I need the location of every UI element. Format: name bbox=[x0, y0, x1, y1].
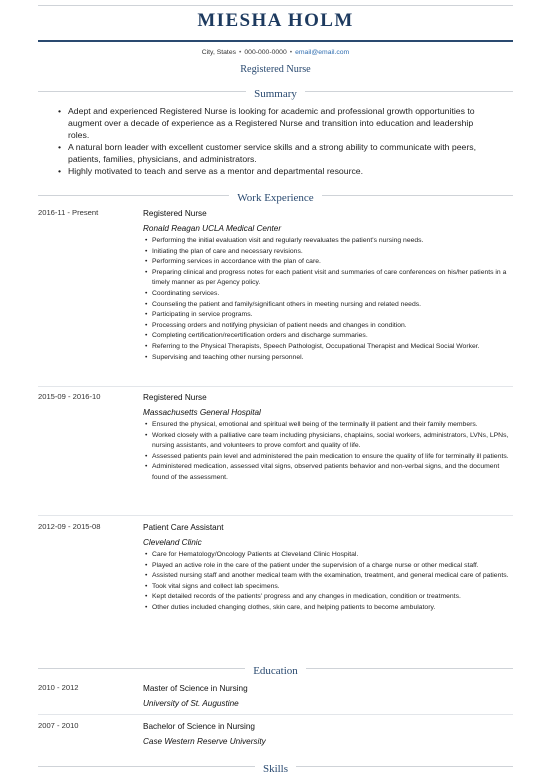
job-bullet: • Performing the initial evaluation visit and regularly reevaluates the patient's nursing needs. bbox=[143, 236, 510, 247]
job-bullet: • Kept detailed records of the patients' progress and any changes in medication, condition or treatments. bbox=[143, 592, 510, 603]
summary-list bbox=[58, 105, 488, 177]
summary-item: • Highly motivated to teach and serve as a mentor and departmental resource. bbox=[58, 165, 488, 177]
job-bullet: • Preparing clinical and progress notes for each patient visit and summaries of care conferences on his/her patients in a timely manner as per Agency policy. bbox=[143, 268, 510, 289]
job-bullet: • Administered medication, assessed vital signs, observed patients behavior and non-verbal signs, and the document found of the assessment. bbox=[143, 462, 510, 483]
job-bullet: • Care for Hematology/Oncology Patients at Cleveland Clinic Hospital. bbox=[143, 550, 510, 561]
employer: Cleveland Clinic bbox=[143, 538, 202, 547]
location: City, States bbox=[201, 49, 236, 56]
job-bullet: • Played an active role in the care of the patient under the supervision of a charge nurse or other medical staff. bbox=[143, 561, 510, 572]
skills-section-header bbox=[38, 759, 513, 773]
education-section-header bbox=[38, 661, 513, 675]
job-bullet: • Assisted nursing staff and another medical team with the examination, treatment, and general medical care of patients. bbox=[143, 571, 510, 582]
school: University of St. Augustine bbox=[143, 699, 239, 708]
entry-divider bbox=[38, 386, 513, 387]
job-bullet: • Completing certification/recertification orders and discharge summaries. bbox=[143, 331, 510, 342]
job-title: Patient Care Assistant bbox=[143, 523, 224, 532]
experience-section-header bbox=[38, 188, 513, 202]
email-link[interactable]: email@email.com bbox=[295, 49, 350, 56]
job-bullet: • Supervising and teaching other nursing personnel. bbox=[143, 353, 510, 364]
degree: Master of Science in Nursing bbox=[143, 684, 248, 693]
entry-divider bbox=[38, 714, 513, 715]
job-bullet: • Coordinating services. bbox=[143, 289, 510, 300]
job-bullets bbox=[143, 236, 510, 363]
job-bullet: • Initiating the plan of care and necessary revisions. bbox=[143, 247, 510, 258]
job-bullet: • Assessed patients pain level and administered the pain medication to ensure the quality of life for terminally ill patients. bbox=[143, 452, 510, 463]
section-title: Work Experience bbox=[229, 192, 321, 204]
job-bullet: • Ensured the physical, emotional and spiritual well being of the terminally ill patient and their family members. bbox=[143, 420, 510, 431]
job-bullet: • Counseling the patient and family/significant others in meeting nursing and related needs. bbox=[143, 300, 510, 311]
education-dates: 2010 - 2012 bbox=[38, 683, 79, 692]
job-bullet: • Other duties included changing clothes, skin care, and helping patients to become ambulatory. bbox=[143, 603, 510, 614]
job-bullets bbox=[143, 550, 510, 614]
employer: Massachusetts General Hospital bbox=[143, 408, 261, 417]
job-bullet: • Processing orders and notifying physician of patient needs and changes in condition. bbox=[143, 321, 510, 332]
section-title: Summary bbox=[246, 88, 305, 100]
summary-item: • Adept and experienced Registered Nurse is looking for academic and professional growth opportunities to augment over a decade of experience as a Registered Nurse and transition into education and leadership roles. bbox=[58, 105, 488, 141]
section-title: Skills bbox=[255, 763, 296, 775]
phone: 000-000-0000 bbox=[244, 49, 287, 56]
job-bullets bbox=[143, 420, 510, 484]
job-bullet: • Worked closely with a palliative care team including physicians, chaplains, social workers, administrators, LVNs, LPNs, nursing assistants, and volunteers to prove comfort and quality of life. bbox=[143, 431, 510, 452]
summary-item: • A natural born leader with excellent customer service skills and a strong ability to communicate with peers, patients, families, physicians, and administrators. bbox=[58, 141, 488, 165]
entry-divider bbox=[38, 515, 513, 516]
summary-section-header bbox=[38, 84, 513, 98]
candidate-name: MIESHA HOLM bbox=[197, 10, 354, 31]
top-divider bbox=[38, 5, 513, 6]
job-bullet: • Participating in service programs. bbox=[143, 310, 510, 321]
job-bullet: • Took vital signs and collect lab specimens. bbox=[143, 582, 510, 593]
school: Case Western Reserve University bbox=[143, 737, 266, 746]
job-title: Registered Nurse bbox=[143, 209, 207, 218]
job-dates: 2016-11 - Present bbox=[38, 208, 99, 217]
contact-line: City, States • 000-000-0000 • email@email.com bbox=[201, 49, 350, 56]
degree: Bachelor of Science in Nursing bbox=[143, 722, 255, 731]
education-dates: 2007 - 2010 bbox=[38, 721, 79, 730]
job-dates: 2012-09 - 2015-08 bbox=[38, 522, 101, 531]
job-dates: 2015-09 - 2016-10 bbox=[38, 392, 101, 401]
job-title: Registered Nurse bbox=[143, 393, 207, 402]
headline: Registered Nurse bbox=[240, 64, 311, 75]
section-title: Education bbox=[245, 665, 306, 677]
job-bullet: • Referring to the Physical Therapists, Speech Pathologist, Occupational Therapist and Medical Social Worker. bbox=[143, 342, 510, 353]
name-divider bbox=[38, 40, 513, 42]
job-bullet: • Performing services in accordance with the plan of care. bbox=[143, 257, 510, 268]
employer: Ronald Reagan UCLA Medical Center bbox=[143, 224, 282, 233]
